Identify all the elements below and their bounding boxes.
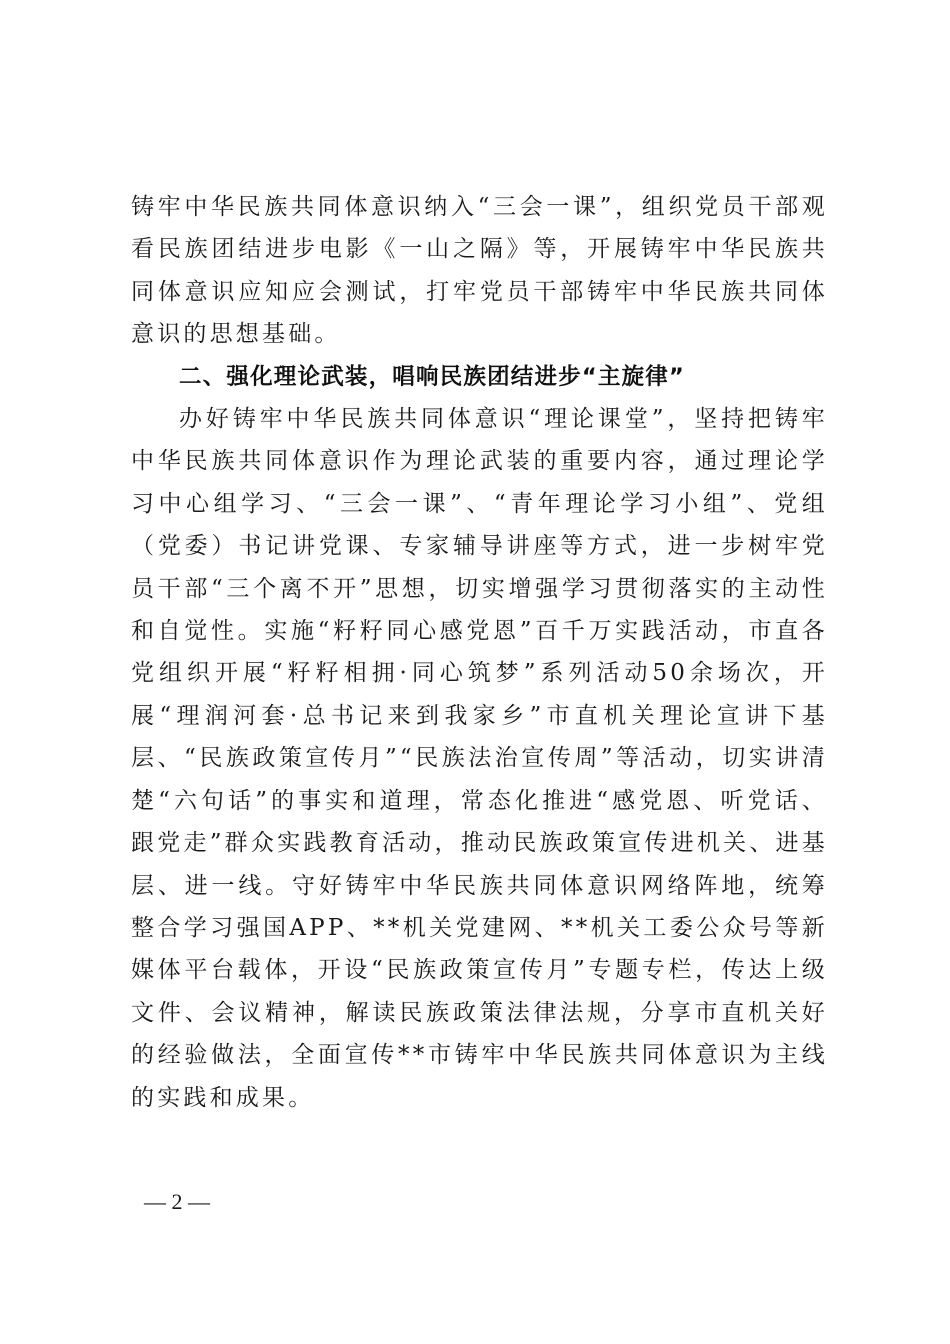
section-paragraph: 办好铸牢中华民族共同体意识“理论课堂”，坚持把铸牢中华民族共同体意识作为理论武装的重要内容，通过理论学习中心组学习、“三会一课”、“青年理论学习小组”、党组（党委）书记讲党课、专家辅导讲座等方式，进一步树牢党员干部“三个离不开”思想，切实增强学习贯彻落实的主动性和自觉性。实施“籽籽同心感党恩”百千万实践活动，市直各党组织开展“籽籽相拥·同心筑梦”系列活动50余场次，开展“理润河套·总书记来到我家乡”市直机关理论宣讲下基层、“民族政策宣传月”“民族法治宣传周”等活动，切实讲清楚“六句话”的事实和道理，常态化推进“感党恩、听党话、跟党走”群众实践教育活动，推动民族政策宣传进机关、进基层、进一线。守好铸牢中华民族共同体意识网络阵地，统筹整合学习强国APP、**机关党建网、**机关工委公众号等新媒体平台载体，开设“民族政策宣传月”专题专栏，传达上级文件、会议精神，解读民族政策法律法规，分享市直机关好的经验做法，全面宣传**市铸牢中华民族共同体意识为主线的实践和成果。 <box>131 406 828 1111</box>
paragraph-continuation: 铸牢中华民族共同体意识纳入“三会一课”，组织党员干部观看民族团结进步电影《一山之隔》等，开展铸牢中华民族共同体意识应知应会测试，打牢党员干部铸牢中华民族共同体意识的思想基础。 <box>131 194 828 348</box>
document-body <box>131 186 828 1119</box>
section-heading: 二、强化理论武装，唱响民族团结进步“主旋律” <box>179 363 685 390</box>
page-number: — 2 — <box>144 1189 210 1214</box>
